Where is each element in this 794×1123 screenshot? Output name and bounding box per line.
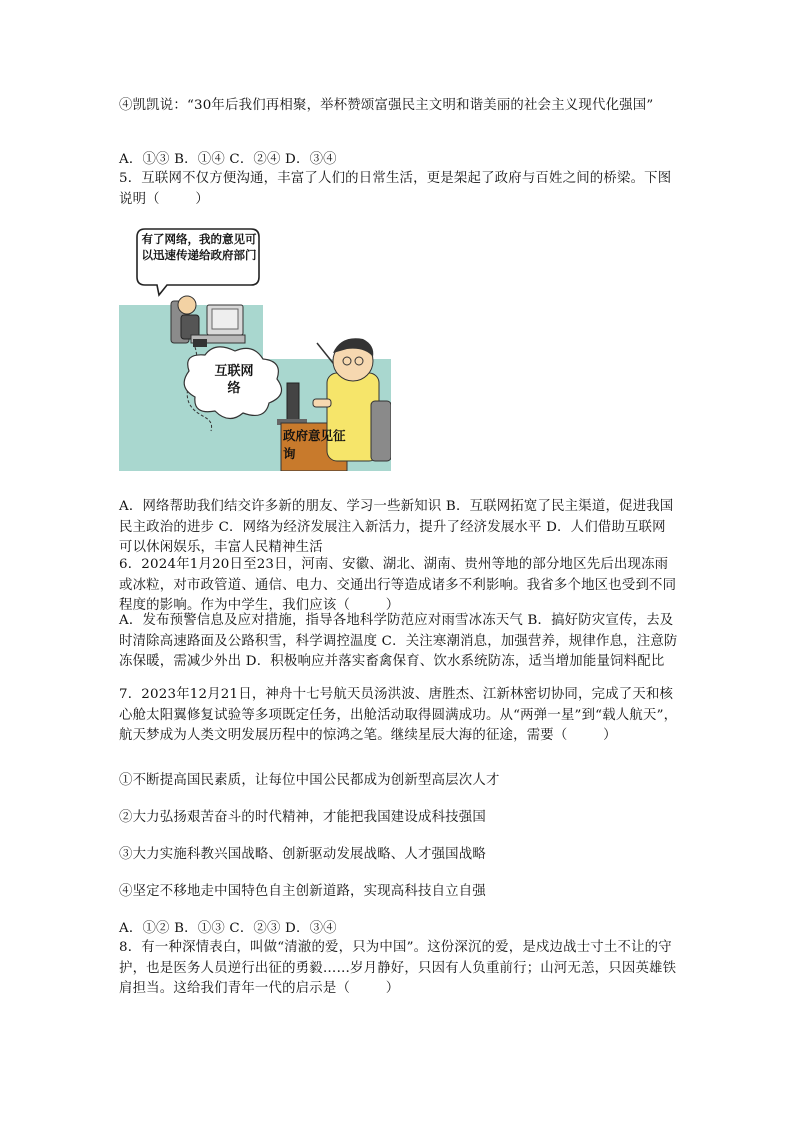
q5-stem: 5．互联网不仅方便沟通，丰富了人们的日常生活，更是架起了政府与百姓之间的桥梁。下图说明（ ） (119, 171, 672, 207)
q7-statement-4: ④坚定不移地走中国特色自主创新道路，实现高科技自立自强 (119, 884, 486, 899)
q4-statement-4: ④凯凯说：“30年后我们再相聚，举杯赞颂富强民主文明和谐美丽的社会主义现代化强国” (119, 98, 654, 113)
q5-options: A．网络帮助我们结交许多新的朋友、学习一些新知识 B．互联网拓宽了民主渠道，促进我国民主政治的进步 C．网络为经济发展注入新活力，提升了经济发展水平 D．人们借助互联网可以休闲娱乐，丰富人民精神生活 (119, 499, 674, 555)
q7-statement-1: ①不断提高国民素质，让每位中国公民都成为创新型高层次人才 (119, 773, 500, 788)
person-at-computer-icon (171, 296, 245, 347)
q6-options: A．发布预警信息及应对措施，指导各地科学防范应对雨雪冰冻天气 B．搞好防灾宣传，去及时清除高速路面及公路积雪，科学调控温度 C．关注寒潮消息，加强营养，规律作息，注意防冻保暖，需减少外出 D．积极响应并落实畜禽保育、饮水系统防冻，适当增加能量饲料配比 (119, 613, 678, 669)
sign-label: 政府意见征询 (283, 428, 346, 461)
q7-statement-2: ②大力弘扬艰苦奋斗的时代精神，才能把我国建设成科技强国 (119, 810, 486, 825)
q7-statement-3: ③大力实施科教兴国战略、创新驱动发展战略、人才强国战略 (119, 847, 486, 862)
q7-stem: 7．2023年12月21日，神舟十七号航天员汤洪波、唐胜杰、江新林密切协同，完成了天和核心舱太阳翼修复试验等多项既定任务，出舱活动取得圆满成功。从“两弹一星”到“载人航天”，航天梦成为人类文明发展历程中的惊鸿之笔。继续星辰大海的征途，需要（ ） (119, 687, 678, 743)
cloud-label: 互联网络 (214, 364, 254, 396)
q4-answer-options: A．①③ B．①④ C．②④ D．③④ (119, 152, 337, 167)
q6-stem: 6．2024年1月20日至23日，河南、安徽、湖北、湖南、贵州等地的部分地区先后出现冻雨或冰粒，对市政管道、通信、电力、交通出行等造成诸多不利影响。我省多个地区也受到不同程度的影响。作为中学生，我们应该（ ） (119, 557, 677, 613)
speech-bubble-text: 有了网络，我的意见可以迅速传递给政府部门 (141, 232, 257, 262)
q5-cartoon (119, 223, 391, 471)
q7-answer-options: A．①② B．①③ C．②③ D．③④ (119, 921, 337, 936)
q8-stem: 8．有一种深情表白，叫做“清澈的爱，只为中国”。这份深沉的爱，是戍边战士寸土不让的守护，也是医务人员逆行出征的勇毅……岁月静好，只因有人负重前行；山河无恙，只因英雄铁肩担当。这给我们青年一代的启示是（ ） (119, 940, 677, 996)
